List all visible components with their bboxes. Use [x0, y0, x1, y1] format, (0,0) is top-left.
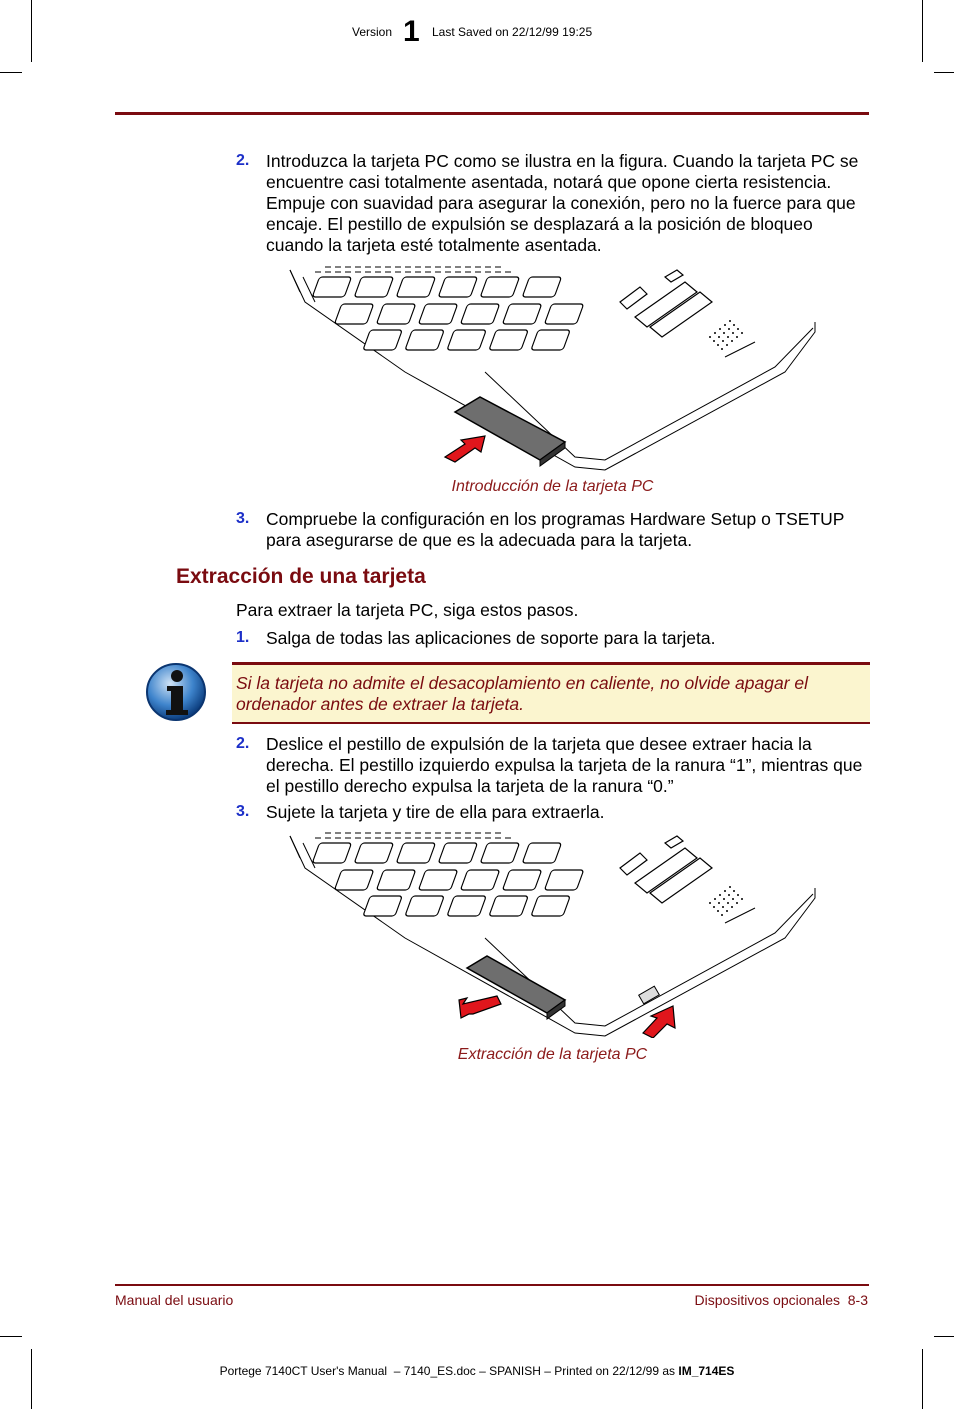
info-icon — [145, 662, 207, 722]
print-note-code: IM_714ES — [678, 1364, 735, 1378]
step-text: Introduzca la tarjeta PC como se ilustra en la figura. Cuando la tarjeta PC se encuentre casi totalmente asentada, notará que opone cierta resistencia. Empuje con suavidad para asegurar la conexión, pero no la fuerce para que encaje. El pestillo de expulsión se desplazará a la posición de bloqueo cuando la tarjeta esté totalmente asentada. — [266, 151, 859, 255]
step-number: 3. — [236, 803, 250, 820]
figure-caption: Extracción de la tarjeta PC — [457, 1046, 648, 1063]
crop-mark — [0, 72, 22, 73]
figure-caption: Introducción de la tarjeta PC — [451, 478, 654, 495]
step-number: 2. — [236, 735, 250, 752]
section-intro: Para extraer la tarjeta PC, siga estos pasos. — [236, 600, 579, 620]
figure-remove-card — [285, 828, 825, 1038]
footer-rule — [115, 1284, 869, 1286]
crop-mark — [934, 72, 954, 73]
crop-mark — [922, 0, 923, 62]
step-number: 2. — [236, 152, 250, 169]
step-text: Compruebe la configuración en los programas Hardware Setup o TSETUP para asegurarse de que es la adecuada para la tarjeta. — [266, 509, 845, 550]
step-text: Deslice el pestillo de expulsión de la tarjeta que desee extraer hacia la derecha. El pestillo izquierdo expulsa la tarjeta de la ranura “1”, mientras que el pestillo derecho expulsa la tarjeta de la ranura “0.” — [266, 734, 863, 796]
crop-mark — [0, 1336, 22, 1337]
note-box — [232, 662, 870, 724]
crop-mark — [31, 0, 32, 62]
section-heading: Extracción de una tarjeta — [176, 565, 426, 588]
figure-insert-card — [285, 262, 825, 474]
crop-mark — [922, 1349, 923, 1409]
note-text: Si la tarjeta no admite el desacoplamiento en caliente, no olvide apagar el ordenador antes de extraer la tarjeta. — [236, 673, 809, 714]
crop-mark — [31, 1349, 32, 1409]
step-number: 1. — [236, 629, 250, 646]
header-rule — [115, 112, 869, 115]
step-number: 3. — [236, 510, 250, 527]
footer-right: Dispositivos opcionales 8-3 — [694, 1292, 868, 1308]
footer-left: Manual del usuario — [115, 1292, 234, 1308]
crop-mark — [934, 1336, 954, 1337]
step-text: Salga de todas las aplicaciones de soporte para la tarjeta. — [266, 628, 716, 648]
version-label: Version — [352, 25, 393, 39]
version-number: 1 — [403, 15, 420, 48]
print-note — [0, 1364, 954, 1378]
last-saved: Last Saved on 22/12/99 19:25 — [432, 25, 593, 39]
print-note-text: Portege 7140CT User's Manual – 7140_ES.doc – SPANISH – Printed on 22/12/99 as — [219, 1364, 679, 1378]
step-text: Sujete la tarjeta y tire de ella para extraerla. — [266, 802, 605, 822]
